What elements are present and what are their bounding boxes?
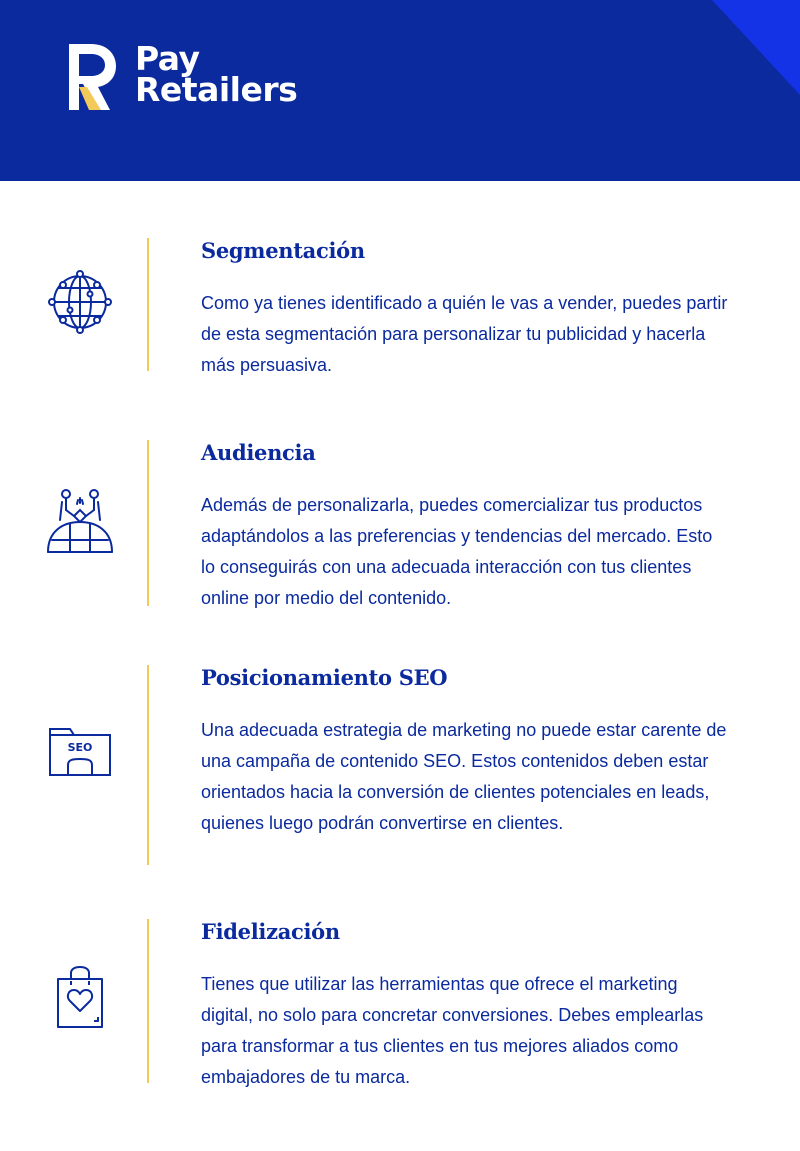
brand-line-2: Retailers	[135, 70, 298, 109]
section-body: Tienes que utilizar las herramientas que ofrece el marketing digital, no solo para concretar conversiones. Debes emplearlas para transformar a tus clientes en tus mejores aliados como embajadores de tu marca.	[201, 974, 704, 1087]
corner-accent	[712, 0, 800, 95]
brand-name	[135, 39, 298, 109]
section-title: Audiencia	[201, 440, 316, 465]
section-divider	[147, 919, 149, 1083]
section-divider	[147, 440, 149, 606]
section-title: Posicionamiento SEO	[201, 665, 448, 690]
section-divider	[147, 238, 149, 371]
seo-icon-label: SEO	[67, 741, 93, 754]
section-divider	[147, 665, 149, 865]
section-title: Fidelización	[201, 919, 340, 944]
section-title: Segmentación	[201, 238, 365, 263]
shopping-bag-heart-icon	[44, 965, 116, 1037]
header-banner	[0, 0, 800, 181]
section-body: Además de personalizarla, puedes comercializar tus productos adaptándolos a las preferencias y tendencias del mercado. Esto lo conseguirás con una adecuada interacción con tus clientes online por medio del contenido.	[201, 495, 713, 608]
section-body: Como ya tienes identificado a quién le vas a vender, puedes partir de esta segmentación para personalizar tu publicidad y hacerla más persuasiva.	[201, 293, 728, 375]
brand-logo	[67, 39, 298, 110]
brand-line-1: Pay	[135, 39, 200, 78]
section-body: Una adecuada estrategia de marketing no puede estar carente de una campaña de contenido SEO. Estos contenidos deben estar orientados hacia la conversión de clientes potenciales en leads, quienes luego podrán convertirse en clientes.	[201, 720, 727, 833]
globe-network-icon	[44, 266, 116, 338]
audience-handshake-icon	[44, 484, 116, 556]
logo-r-icon	[67, 44, 119, 110]
seo-folder-icon	[44, 725, 116, 797]
